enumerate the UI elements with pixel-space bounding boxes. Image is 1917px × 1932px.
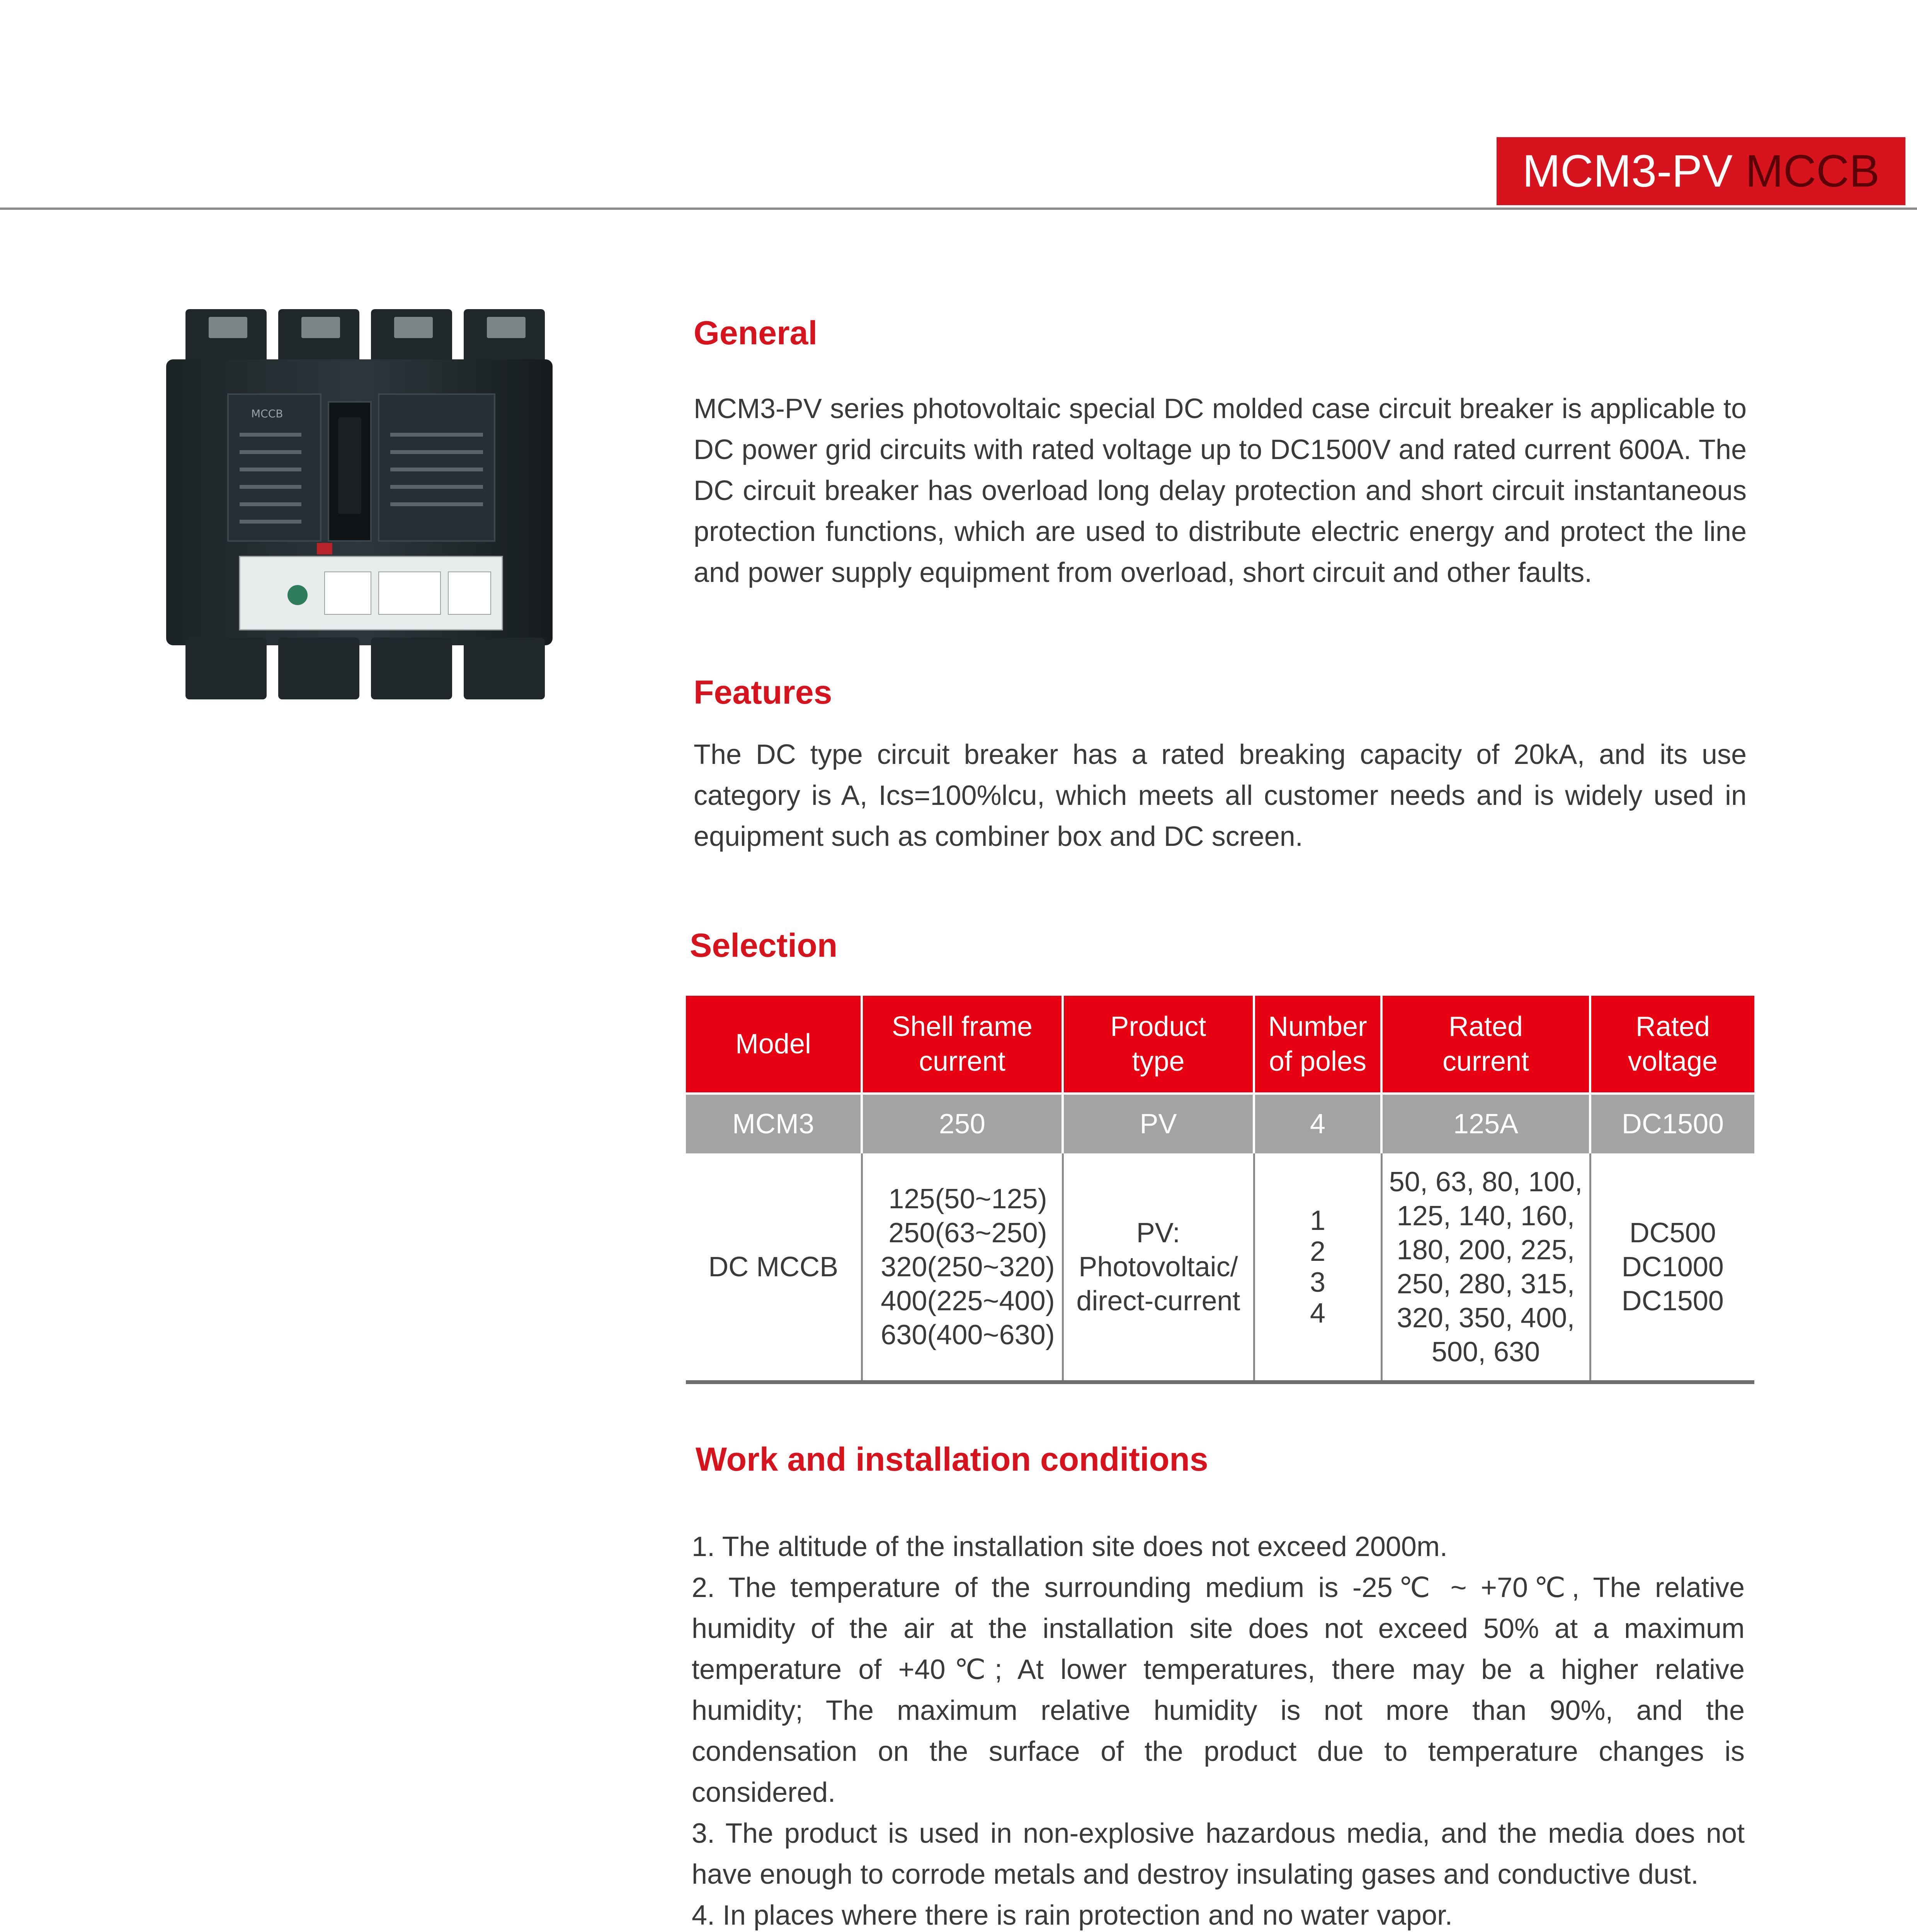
features-paragraph: The DC type circuit breaker has a rated breaking capacity of 20kA, and its use category is A, Ics=100%lcu, which meets all customer needs and is widely used in equipment such as combiner box and DC screen. xyxy=(694,739,1747,852)
list-item: 3. The product is used in non-explosive hazardous media, and the media does not have enough to corrode metals and destroy insulating gases and conductive dust. xyxy=(692,1818,1745,1890)
detail-rated-voltage: DC500 DC1000 DC1500 xyxy=(1590,1153,1754,1382)
header-model: Model xyxy=(686,996,862,1094)
product-image xyxy=(162,301,564,711)
general-heading: General xyxy=(694,315,818,352)
selection-heading: Selection xyxy=(690,927,838,964)
example-rated-current: 125A xyxy=(1381,1094,1590,1153)
mccb-breaker-icon xyxy=(162,301,564,711)
header-number-of-poles: Number of poles xyxy=(1254,996,1381,1094)
example-model: MCM3 xyxy=(686,1094,862,1153)
general-paragraph: MCM3-PV series photovoltaic special DC molded case circuit breaker is applicable to DC power grid circuits with rated voltage up to DC1500V and rated current 600A. The DC circuit breaker has overload long delay protection and short circuit instantaneous protection functions, which are used to distribute electric energy and protect the line and power supply equipment from overload, short circuit and other faults. xyxy=(694,393,1747,588)
list-item: 2. The temperature of the surrounding medium is -25℃ ~ +70℃, The relative humidity of the air at the installation site does not exceed 50% at a maximum temperature of +40℃; At lower temperatures, there may be a higher relative humidity; The maximum relative humidity is not more than 90%, and the condensation on the surface of the product due to temperature changes is considered. xyxy=(692,1572,1745,1808)
features-heading: Features xyxy=(694,674,832,711)
work-conditions-list xyxy=(692,1526,1745,1932)
table-row-example xyxy=(686,1094,1754,1153)
detail-frame-current: 125(50~125) 250(63~250) 320(250~320) 400(225~400) 630(400~630) xyxy=(862,1153,1063,1382)
list-item: 1. The altitude of the installation site does not exceed 2000m. xyxy=(692,1531,1448,1562)
example-frame-current: 250 xyxy=(862,1094,1063,1153)
example-poles: 4 xyxy=(1254,1094,1381,1153)
table-row-detail xyxy=(686,1153,1754,1382)
example-rated-voltage: DC1500 xyxy=(1590,1094,1754,1153)
svg-text:MCCB: MCCB xyxy=(251,407,283,420)
list-item: 4. In places where there is rain protection and no water vapor. xyxy=(692,1900,1453,1931)
series-name: MCM3-PV xyxy=(1522,146,1733,197)
header-divider xyxy=(0,207,1917,210)
detail-poles: 1 2 3 4 xyxy=(1254,1153,1381,1382)
product-series-tag xyxy=(1497,137,1905,205)
table-header-row xyxy=(686,996,1754,1094)
header-rated-current: Rated current xyxy=(1381,996,1590,1094)
header-shell-frame-current: Shell frame current xyxy=(862,996,1063,1094)
selection-table xyxy=(686,996,1754,1384)
work-conditions-heading: Work and installation conditions xyxy=(696,1441,1208,1478)
header-product-type: Product type xyxy=(1063,996,1254,1094)
header-rated-voltage: Rated voltage xyxy=(1590,996,1754,1094)
example-product-type: PV xyxy=(1063,1094,1254,1153)
detail-rated-current: 50, 63, 80, 100, 125, 140, 160, 180, 200, 225, 250, 280, 315, 320, 350, 400, 500, 630 xyxy=(1381,1153,1590,1382)
detail-model: DC MCCB xyxy=(686,1153,862,1382)
series-type: MCCB xyxy=(1745,146,1880,197)
detail-product-type: PV: Photovoltaic/ direct-current xyxy=(1063,1153,1254,1382)
